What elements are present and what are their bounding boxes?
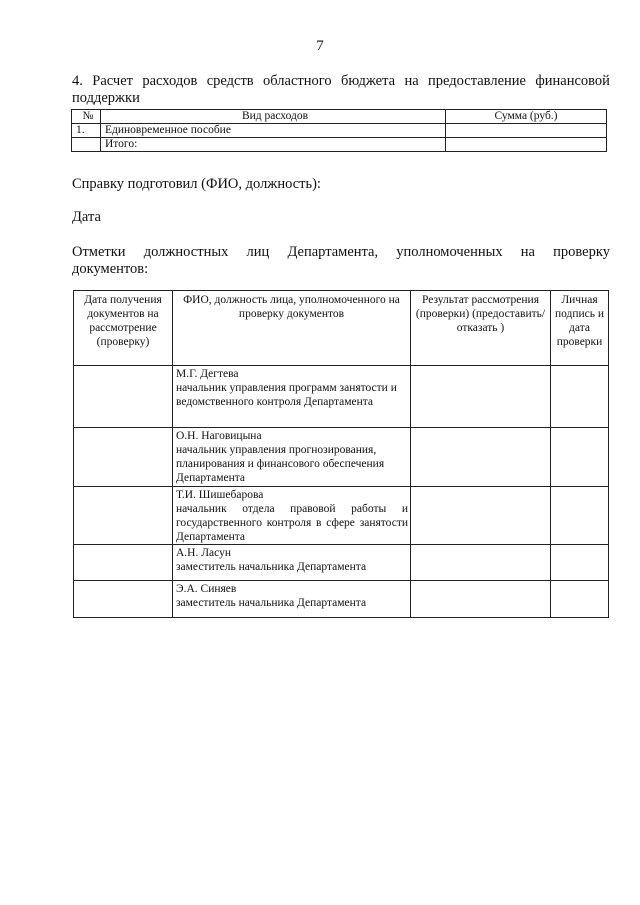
official-name: Э.А. Синяев — [176, 583, 237, 595]
result-cell — [411, 366, 551, 428]
result-cell — [411, 581, 551, 618]
heading-word: Расчет — [92, 73, 133, 89]
signature-cell — [551, 366, 609, 428]
heading-word: средств — [206, 73, 254, 89]
officials-note — [72, 244, 610, 278]
official-cell — [173, 366, 411, 428]
table-row — [74, 366, 609, 428]
officials-note-line2: документов: — [72, 261, 149, 277]
signature-cell — [551, 428, 609, 487]
header-signature: Личная подпись и дата проверки — [551, 291, 609, 366]
row-num: 1. — [72, 124, 101, 138]
signature-cell — [551, 581, 609, 618]
official-cell — [173, 581, 411, 618]
date-cell — [74, 581, 173, 618]
row-num — [72, 138, 101, 152]
official-name: О.Н. Наговицына — [176, 430, 262, 442]
date-label: Дата — [72, 209, 101, 225]
row-sum — [446, 138, 607, 152]
official-name: Т.И. Шишебарова — [176, 489, 264, 501]
header-official: ФИО, должность лица, уполномоченного на проверку документов — [173, 291, 411, 366]
prepared-by-label: Справку подготовил (ФИО, должность): — [72, 176, 321, 192]
date-cell — [74, 487, 173, 545]
official-name: М.Г. Дегтева — [176, 368, 239, 380]
section-heading-line1 — [72, 73, 610, 90]
note-word: Отметки — [72, 244, 126, 260]
table-row — [74, 545, 609, 581]
official-cell — [173, 487, 411, 545]
header-sum: Сумма (руб.) — [446, 110, 607, 124]
officials-note-line1 — [72, 244, 610, 261]
heading-word: расходов — [142, 73, 198, 89]
section-heading-line2: поддержки — [72, 90, 140, 106]
official-cell — [173, 428, 411, 487]
table-row — [72, 138, 607, 152]
official-cell — [173, 545, 411, 581]
expense-table — [71, 109, 607, 152]
date-cell — [74, 366, 173, 428]
table-row — [74, 487, 609, 545]
row-expense-type: Единовременное пособие — [101, 124, 446, 138]
signature-cell — [551, 487, 609, 545]
section-heading — [72, 73, 610, 107]
official-title: начальник управления прогнозирования, планирования и финансового обеспечения Департамента — [176, 444, 385, 484]
note-word: на — [520, 244, 535, 260]
heading-word: 4. — [72, 73, 83, 89]
table-header-row — [74, 291, 609, 366]
official-title: начальник отдела правовой работы и государственного контроля в сфере занятости Департамента — [176, 503, 408, 543]
note-word: Департамента, — [287, 244, 379, 260]
heading-word: бюджета — [340, 73, 396, 89]
result-cell — [411, 545, 551, 581]
result-cell — [411, 487, 551, 545]
heading-word: на — [404, 73, 419, 89]
heading-word: финансовой — [535, 73, 610, 89]
table-row — [74, 581, 609, 618]
row-expense-type: Итого: — [101, 138, 446, 152]
note-word: уполномоченных — [396, 244, 503, 260]
official-title: начальник управления программ занятости и ведомственного контроля Департамента — [176, 382, 397, 408]
review-table — [73, 290, 609, 618]
heading-word: областного — [263, 73, 332, 89]
official-title: заместитель начальника Департамента — [176, 561, 367, 573]
table-header-row — [72, 110, 607, 124]
result-cell — [411, 428, 551, 487]
note-word: проверку — [553, 244, 610, 260]
heading-word: предоставление — [428, 73, 526, 89]
header-num: № — [72, 110, 101, 124]
header-result: Результат рассмотрения (проверки) (предоставить/отказать ) — [411, 291, 551, 366]
date-cell — [74, 545, 173, 581]
header-expense-type: Вид расходов — [101, 110, 446, 124]
table-row — [74, 428, 609, 487]
official-title: заместитель начальника Департамента — [176, 597, 367, 609]
table-row — [72, 124, 607, 138]
date-cell — [74, 428, 173, 487]
note-word: должностных — [143, 244, 229, 260]
signature-cell — [551, 545, 609, 581]
note-word: лиц — [246, 244, 270, 260]
official-name: А.Н. Ласун — [176, 547, 231, 559]
row-sum — [446, 124, 607, 138]
header-date-received: Дата получения документов на рассмотрение (проверку) — [74, 291, 173, 366]
page-number: 7 — [316, 38, 324, 54]
